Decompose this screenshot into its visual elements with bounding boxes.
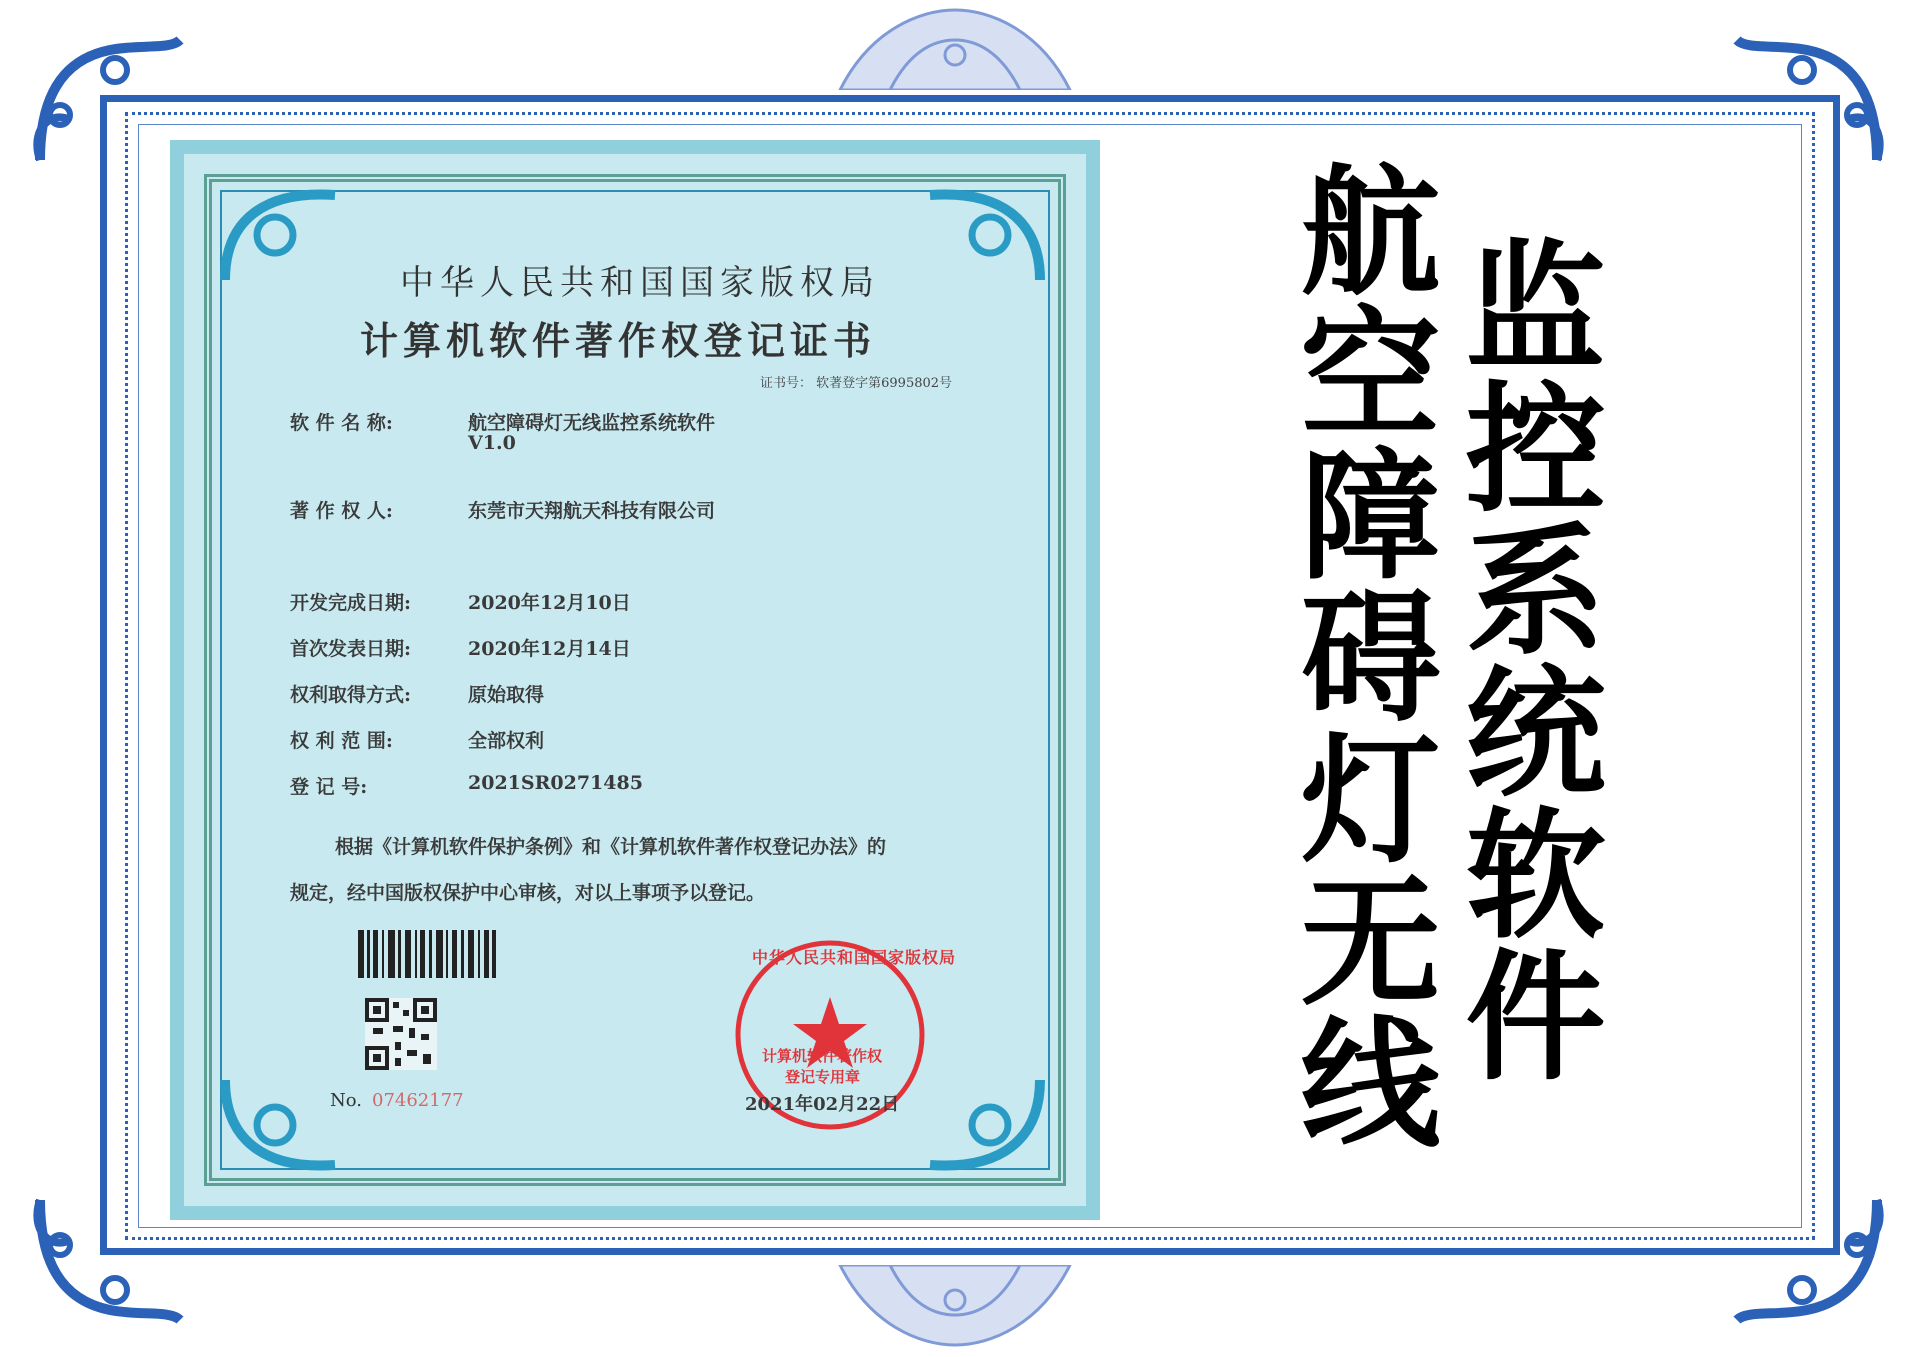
certificate-title: 计算机软件著作权登记证书 — [360, 318, 877, 363]
field-label-scope: 权 利 范 围: — [290, 730, 393, 752]
field-label-acquisition: 权利取得方式: — [290, 684, 412, 706]
field-label-software-name: 软 件 名 称: — [290, 412, 393, 434]
certificate-paragraph-line1: 根据《计算机软件保护条例》和《计算机软件著作权登记办法》的 — [335, 836, 887, 858]
field-value-completion-date: 2020年12月10日 — [468, 592, 631, 614]
serial-number-label: No. — [330, 1090, 362, 1111]
seal-line2: 登记专用章 — [785, 1068, 861, 1086]
serial-number-value: 07462177 — [372, 1090, 464, 1111]
corner-ornament-bottom-right — [1727, 1180, 1897, 1340]
qr-code — [365, 998, 437, 1070]
side-title-column2: 监控系统软件 — [1442, 233, 1605, 1085]
field-value-registration-number: 2021SR0271485 — [468, 772, 643, 794]
bottom-center-ornament — [830, 1265, 1080, 1355]
seal-line1: 计算机软件著作权 — [762, 1047, 883, 1065]
corner-ornament-top-left — [20, 20, 190, 180]
barcode — [358, 930, 498, 978]
field-value-acquisition: 原始取得 — [468, 684, 545, 706]
certificate-swirl-bottom-left — [215, 1070, 355, 1180]
corner-ornament-top-right — [1727, 20, 1897, 180]
field-value-scope: 全部权利 — [468, 730, 545, 752]
top-center-ornament — [830, 0, 1080, 90]
field-label-owner: 著 作 权 人: — [290, 500, 393, 522]
certificate-swirl-top-right — [910, 180, 1050, 290]
certificate-issuer: 中华人民共和国国家版权局 — [400, 263, 880, 303]
field-value-software-name: 航空障碍灯无线监控系统软件 — [468, 412, 716, 434]
field-label-publish-date: 首次发表日期: — [290, 638, 412, 660]
certificate-number: 证书号： 软著登字第6995802号 — [760, 376, 953, 391]
field-value-owner: 东莞市天翔航天科技有限公司 — [468, 500, 716, 522]
issue-date: 2021年02月22日 — [745, 1094, 900, 1115]
corner-ornament-bottom-left — [20, 1180, 190, 1340]
field-value-version: V1.0 — [468, 432, 516, 454]
seal-top-text: 中华人民共和国国家版权局 — [752, 948, 957, 967]
field-label-registration-number: 登 记 号: — [290, 776, 368, 798]
certificate-swirl-bottom-right — [910, 1070, 1050, 1180]
field-label-completion-date: 开发完成日期: — [290, 592, 412, 614]
field-value-publish-date: 2020年12月14日 — [468, 638, 631, 660]
certificate-swirl-top-left — [215, 180, 355, 290]
side-title-column1: 航空障碍灯无线 — [1277, 158, 1440, 1152]
certificate-paragraph-line2: 规定，经中国版权保护中心审核，对以上事项予以登记。 — [290, 882, 766, 904]
